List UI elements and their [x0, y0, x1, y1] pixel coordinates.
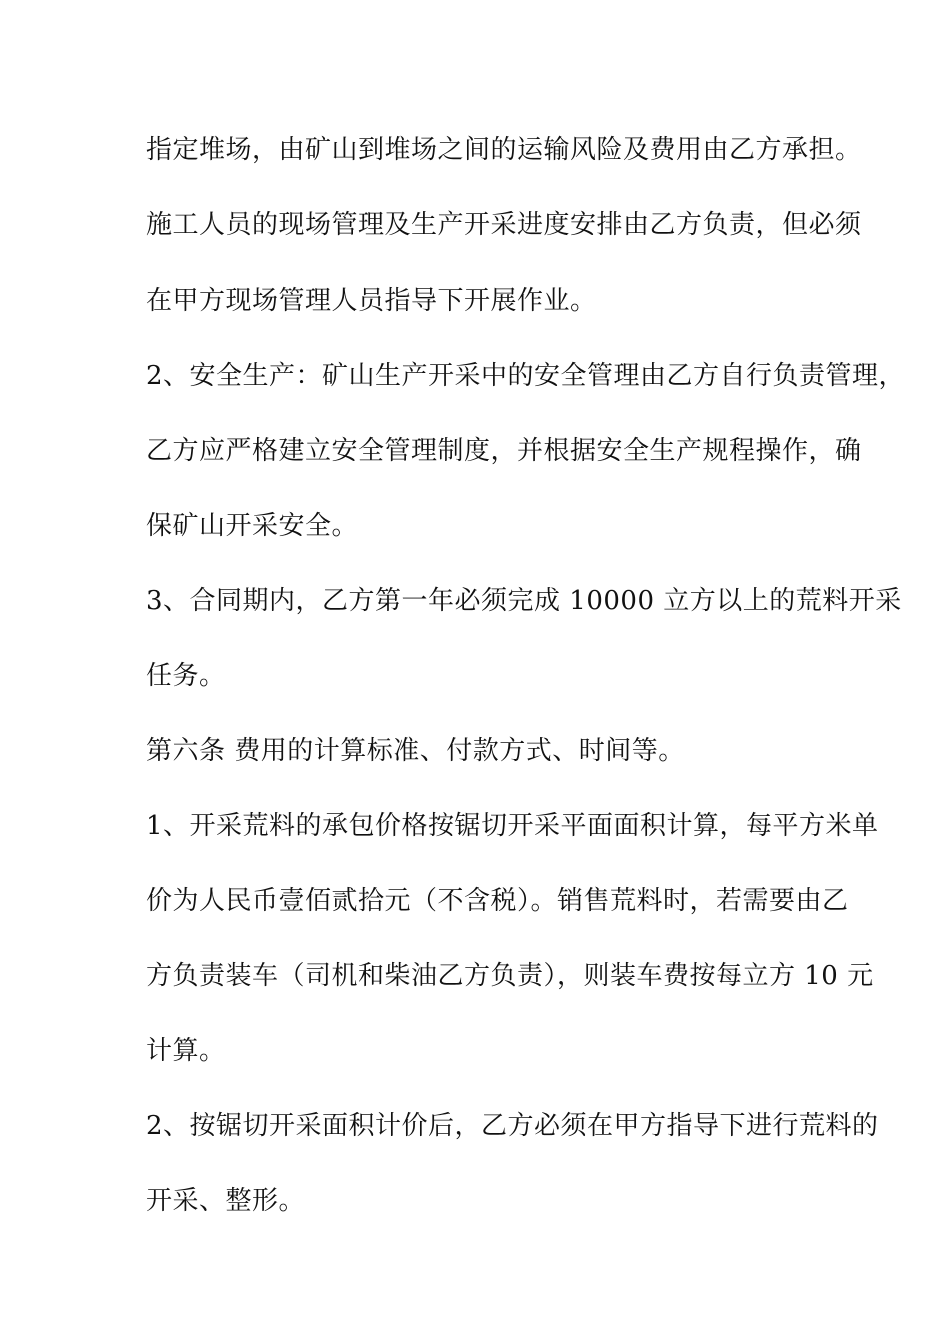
- text-line: 任务。: [146, 661, 226, 691]
- text-line: 2、安全生产：矿山生产开采中的安全管理由乙方自行负责管理，: [146, 361, 906, 391]
- text-line: 方负责装车（司机和柴油乙方负责），则装车费按每立方 10 元: [146, 961, 874, 991]
- text-line: 2、按锯切开采面积计价后，乙方必须在甲方指导下进行荒料的: [146, 1111, 879, 1141]
- text-line: 开采、整形。: [146, 1186, 306, 1216]
- text-line: 施工人员的现场管理及生产开采进度安排由乙方负责，但必须: [146, 210, 862, 240]
- text-line: 计算。: [146, 1036, 226, 1066]
- text-line: 价为人民币壹佰贰拾元（不含税）。销售荒料时，若需要由乙: [146, 886, 849, 916]
- text-line: 3、合同期内，乙方第一年必须完成 10000 立方以上的荒料开采: [146, 586, 902, 616]
- text-line: 1、开采荒料的承包价格按锯切开采平面面积计算，每平方米单: [146, 811, 879, 841]
- text-line: 在甲方现场管理人员指导下开展作业。: [146, 286, 597, 316]
- text-line: 指定堆场，由矿山到堆场之间的运输风险及费用由乙方承担。: [146, 135, 862, 165]
- text-line: 保矿山开采安全。: [146, 511, 359, 541]
- section-heading: 第六条 费用的计算标准、付款方式、时间等。: [146, 736, 685, 766]
- text-line: 乙方应严格建立安全管理制度，并根据安全生产规程操作，确: [146, 436, 862, 466]
